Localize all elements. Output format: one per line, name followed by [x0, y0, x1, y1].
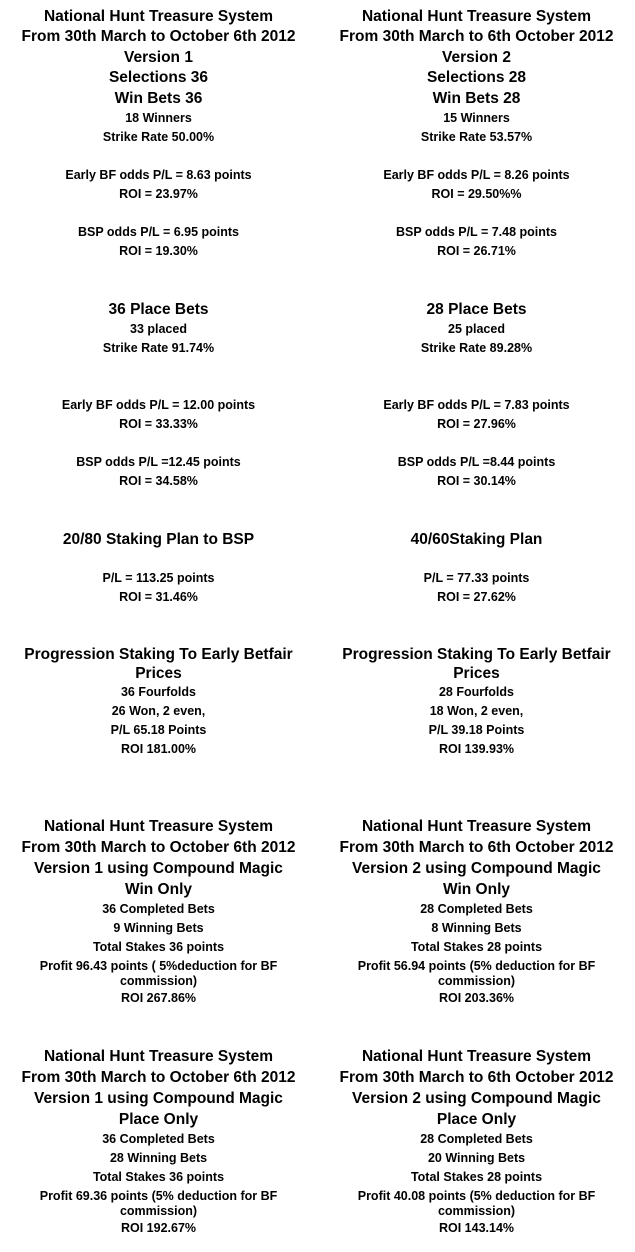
header-title: National Hunt Treasure System — [43, 8, 274, 25]
place-early-pl: Early BF odds P/L = 7.83 points — [383, 398, 570, 412]
header-strike-rate: Strike Rate 53.57% — [420, 130, 533, 144]
progression-fourfolds: 36 Fourfolds — [120, 685, 196, 699]
header-strike-rate: Strike Rate 50.00% — [102, 130, 215, 144]
place-early-pl: Early BF odds P/L = 12.00 points — [61, 398, 256, 412]
cm-place-winning: 28 Winning Bets — [109, 1151, 208, 1165]
cm-place-winning: 20 Winning Bets — [427, 1151, 526, 1165]
cm-place-roi: ROI 143.14% — [438, 1221, 515, 1235]
win-early-pl: Early BF odds P/L = 8.63 points — [65, 168, 252, 182]
win-bsp-pl: BSP odds P/L = 6.95 points — [77, 225, 240, 239]
cm-place-completed: 28 Completed Bets — [420, 1132, 533, 1146]
cm-place-profit-1: Profit 69.36 points (5% deduction for BF — [39, 1189, 278, 1203]
cm-win-profit-2: commission) — [119, 974, 198, 988]
cm-win-roi: ROI 203.36% — [438, 991, 515, 1005]
cm-place-version: Version 1 using Compound Magic — [34, 1090, 283, 1107]
win-bsp-pl: BSP odds P/L = 7.48 points — [395, 225, 558, 239]
header-winners: 15 Winners — [443, 111, 510, 125]
header-winners: 18 Winners — [125, 111, 192, 125]
progression-fourfolds: 28 Fourfolds — [438, 685, 514, 699]
cm-win-winning: 8 Winning Bets — [431, 921, 522, 935]
cm-place-profit-2: commission) — [437, 1204, 516, 1218]
cm-win-completed: 36 Completed Bets — [102, 902, 215, 916]
header-version: Version 2 — [442, 49, 511, 66]
cm-place-stakes: Total Stakes 28 points — [410, 1170, 543, 1184]
place-bets-title: 36 Place Bets — [108, 301, 209, 318]
place-early-roi: ROI = 33.33% — [119, 417, 198, 431]
cm-place-version: Version 2 using Compound Magic — [352, 1090, 601, 1107]
progression-pl: P/L 39.18 Points — [428, 723, 525, 737]
cm-win-profit-1: Profit 56.94 points (5% deduction for BF — [357, 959, 596, 973]
cm-win-type: Win Only — [124, 881, 193, 898]
place-early-roi: ROI = 27.96% — [437, 417, 516, 431]
place-bsp-pl: BSP odds P/L =8.44 points — [397, 455, 556, 469]
cm-win-title: National Hunt Treasure System — [43, 818, 274, 835]
win-bsp-roi: ROI = 19.30% — [119, 244, 198, 258]
header-win-bets: Win Bets 28 — [432, 90, 521, 107]
cm-win-stakes: Total Stakes 36 points — [92, 940, 225, 954]
staking-title: 20/80 Staking Plan to BSP — [62, 531, 255, 548]
place-bsp-roi: ROI = 30.14% — [437, 474, 516, 488]
header-title: National Hunt Treasure System — [361, 8, 592, 25]
place-placed: 25 placed — [448, 322, 505, 336]
progression-won: 26 Won, 2 even, — [111, 704, 206, 718]
cm-win-dates: From 30th March to 6th October 2012 — [339, 839, 614, 856]
cm-win-roi: ROI 267.86% — [120, 991, 197, 1005]
cm-place-title: National Hunt Treasure System — [361, 1048, 592, 1065]
cm-win-profit-1: Profit 96.43 points ( 5%deduction for BF — [39, 959, 278, 973]
staking-title: 40/60Staking Plan — [410, 531, 543, 548]
staking-pl: P/L = 77.33 points — [423, 571, 530, 585]
place-bsp-pl: BSP odds P/L =12.45 points — [76, 455, 241, 469]
progression-roi: ROI 181.00% — [120, 742, 197, 756]
header-dates: From 30th March to October 6th 2012 — [21, 28, 296, 45]
progression-title-1: Progression Staking To Early Betfair — [342, 646, 611, 663]
progression-title-2: Prices — [135, 665, 182, 682]
win-bsp-roi: ROI = 26.71% — [437, 244, 516, 258]
staking-pl: P/L = 113.25 points — [102, 571, 215, 585]
header-version: Version 1 — [124, 49, 193, 66]
header-selections: Selections 28 — [426, 69, 527, 86]
cm-place-title: National Hunt Treasure System — [43, 1048, 274, 1065]
win-early-roi: ROI = 29.50%% — [431, 187, 522, 201]
cm-place-profit-1: Profit 40.08 points (5% deduction for BF — [357, 1189, 596, 1203]
cm-win-dates: From 30th March to October 6th 2012 — [21, 839, 296, 856]
win-early-roi: ROI = 23.97% — [119, 187, 198, 201]
progression-roi: ROI 139.93% — [438, 742, 515, 756]
cm-place-completed: 36 Completed Bets — [102, 1132, 215, 1146]
cm-place-dates: From 30th March to 6th October 2012 — [339, 1069, 614, 1086]
cm-win-version: Version 1 using Compound Magic — [34, 860, 283, 877]
place-bets-title: 28 Place Bets — [426, 301, 527, 318]
cm-win-completed: 28 Completed Bets — [420, 902, 533, 916]
place-strike-rate: Strike Rate 91.74% — [102, 341, 215, 355]
staking-roi: ROI = 27.62% — [437, 590, 516, 604]
cm-win-profit-2: commission) — [437, 974, 516, 988]
place-bsp-roi: ROI = 34.58% — [119, 474, 198, 488]
progression-title-1: Progression Staking To Early Betfair — [24, 646, 293, 663]
cm-place-dates: From 30th March to October 6th 2012 — [21, 1069, 296, 1086]
header-win-bets: Win Bets 36 — [114, 90, 203, 107]
progression-pl: P/L 65.18 Points — [110, 723, 207, 737]
progression-title-2: Prices — [453, 665, 500, 682]
cm-win-stakes: Total Stakes 28 points — [410, 940, 543, 954]
cm-win-winning: 9 Winning Bets — [113, 921, 204, 935]
cm-win-version: Version 2 using Compound Magic — [352, 860, 601, 877]
staking-roi: ROI = 31.46% — [119, 590, 198, 604]
cm-place-type: Place Only — [436, 1111, 517, 1128]
cm-win-title: National Hunt Treasure System — [361, 818, 592, 835]
cm-place-type: Place Only — [118, 1111, 199, 1128]
header-dates: From 30th March to 6th October 2012 — [339, 28, 614, 45]
progression-won: 18 Won, 2 even, — [429, 704, 524, 718]
cm-place-profit-2: commission) — [119, 1204, 198, 1218]
place-placed: 33 placed — [130, 322, 187, 336]
cm-win-type: Win Only — [442, 881, 511, 898]
place-strike-rate: Strike Rate 89.28% — [420, 341, 533, 355]
cm-place-roi: ROI 192.67% — [120, 1221, 197, 1235]
header-selections: Selections 36 — [108, 69, 209, 86]
cm-place-stakes: Total Stakes 36 points — [92, 1170, 225, 1184]
win-early-pl: Early BF odds P/L = 8.26 points — [383, 168, 570, 182]
